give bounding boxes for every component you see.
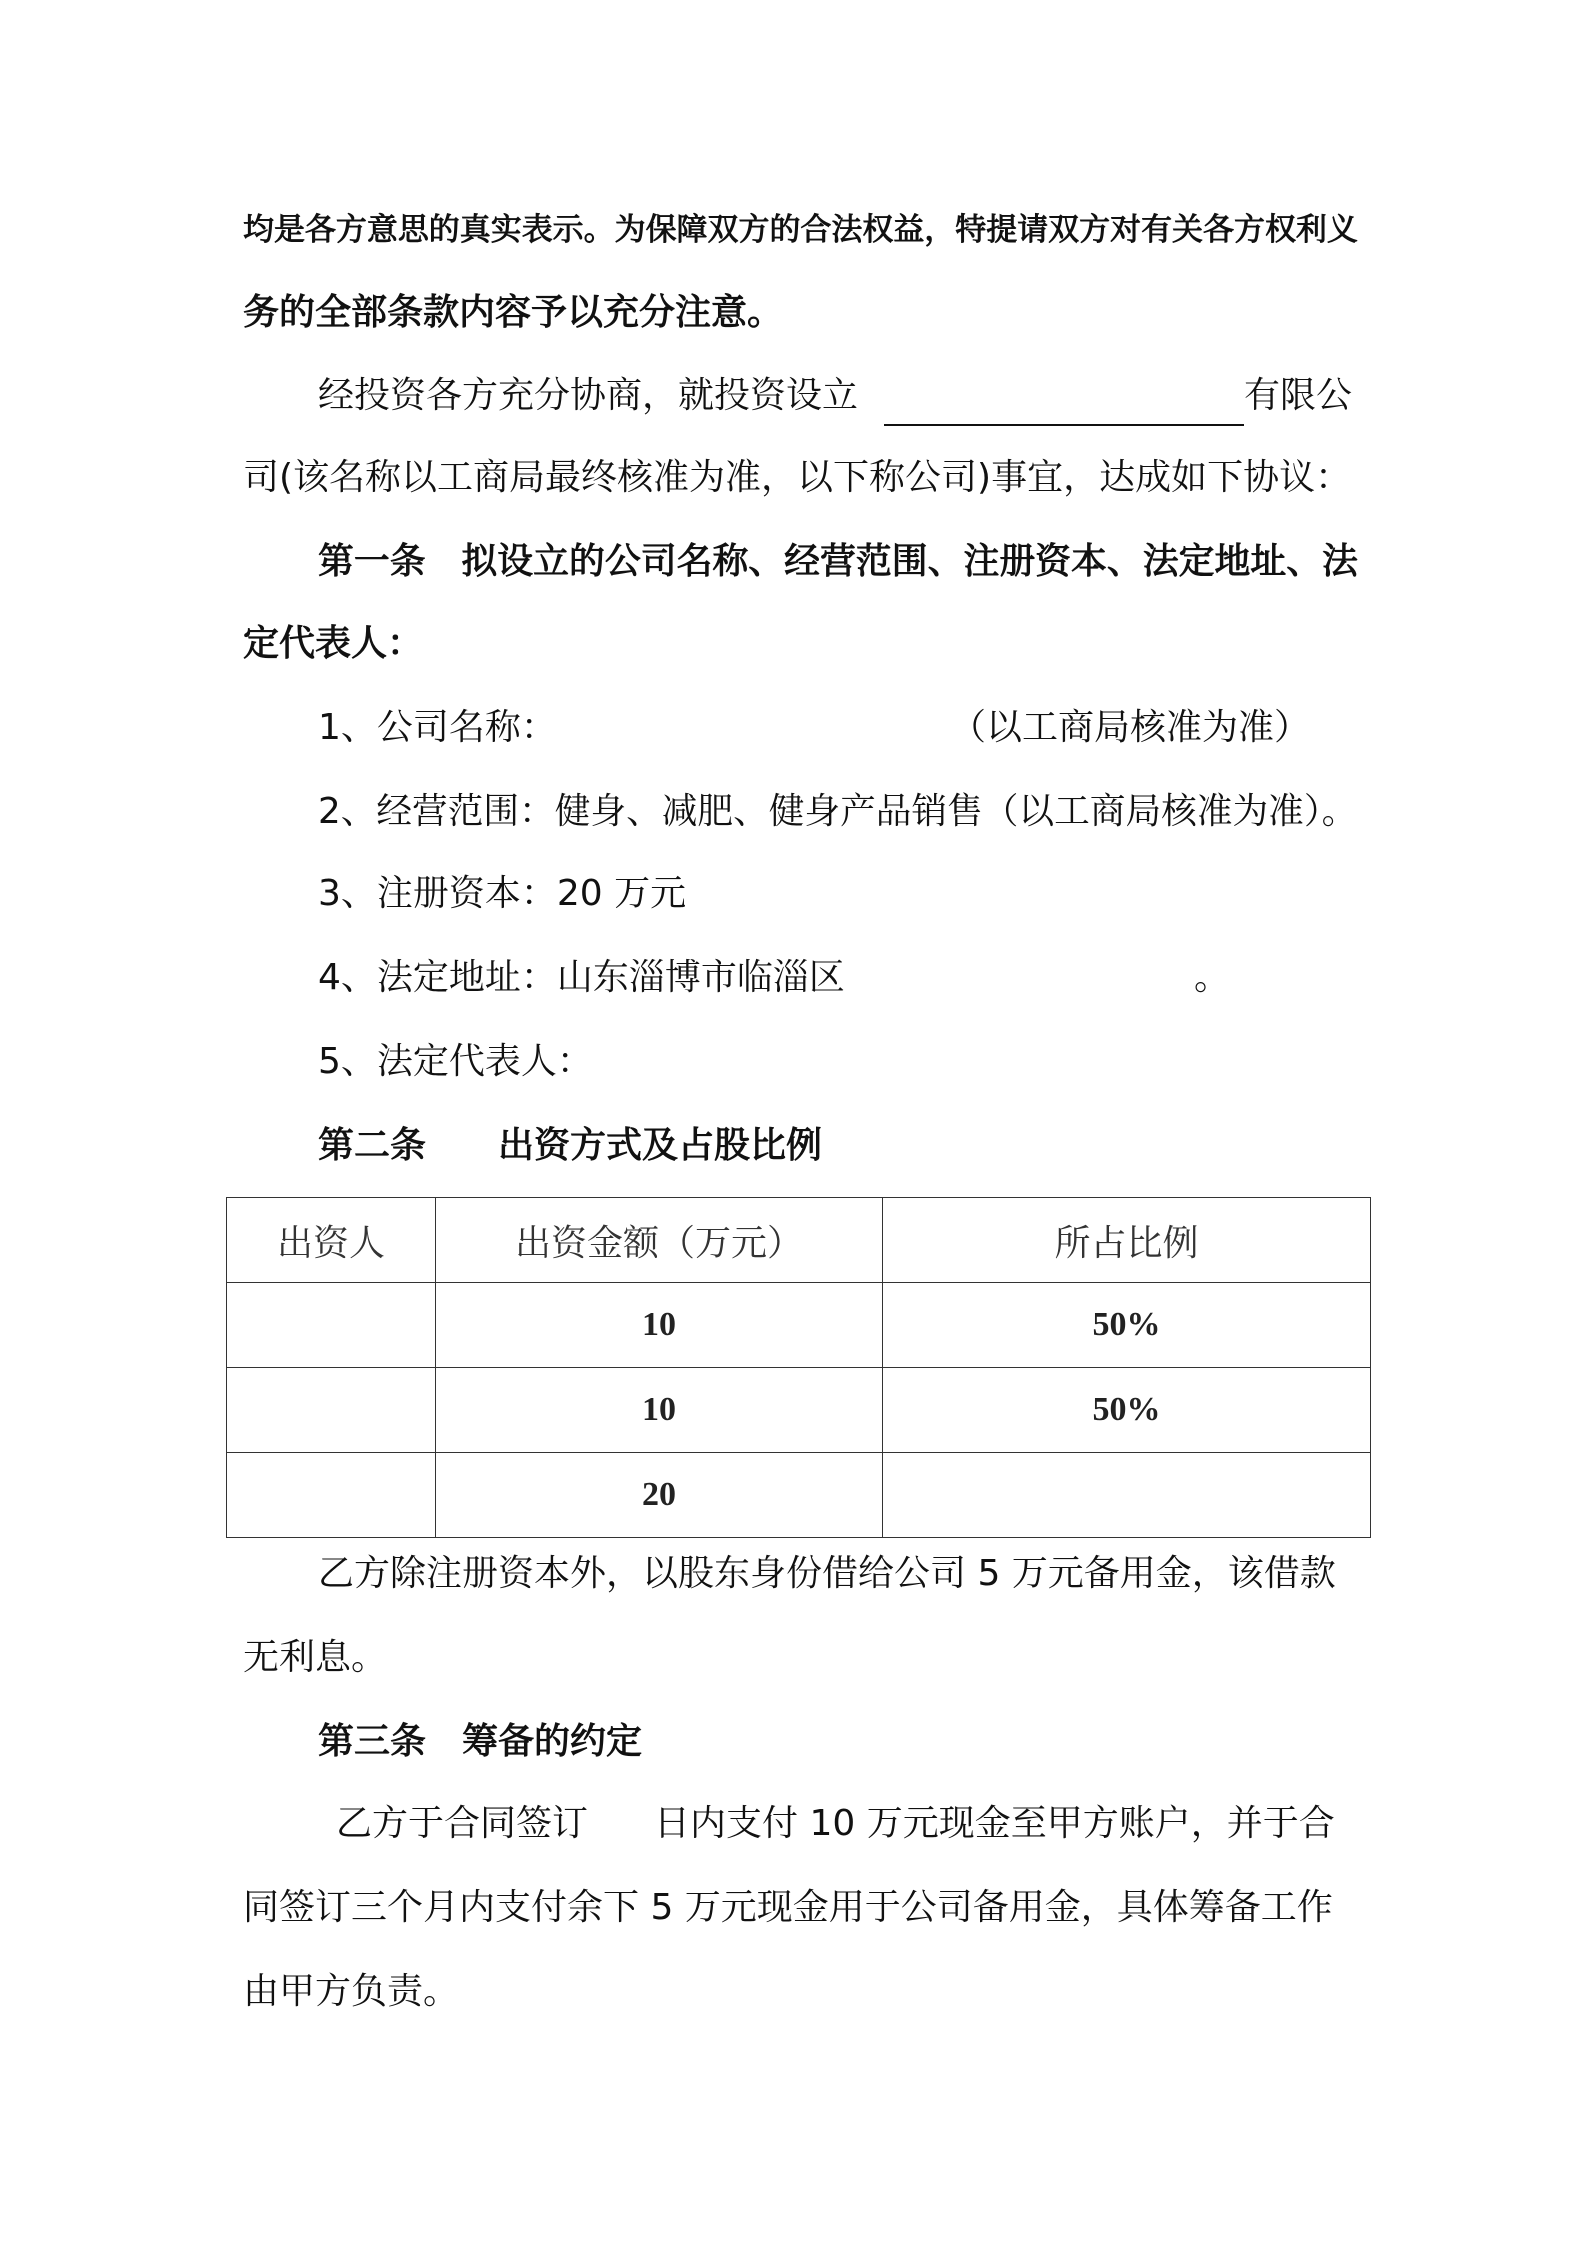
article3-title: 第三条 筹备的约定	[318, 1721, 643, 1762]
article1-item4-end: 。	[1194, 957, 1231, 998]
cell-investor	[227, 1368, 436, 1453]
consult-line-1-b: 有限公	[1244, 375, 1353, 416]
intro-line-2: 务的全部条款内容予以充分注意。	[243, 292, 784, 333]
consult-line-1-a: 经投资各方充分协商，就投资设立	[318, 375, 859, 416]
header-amount: 出资金额（万元）	[436, 1198, 883, 1283]
cell-amount: 20	[436, 1453, 883, 1538]
article2-note-line-2: 无利息。	[243, 1637, 388, 1678]
company-name-blank	[884, 424, 1244, 426]
cell-investor	[227, 1283, 436, 1368]
header-investor: 出资人	[227, 1198, 436, 1283]
cell-amount: 10	[436, 1283, 883, 1368]
table-header-row	[227, 1198, 1371, 1283]
article3-line-1-b: 日内支付 10 万元现金至甲方账户，并于合	[654, 1803, 1335, 1844]
article1-item2: 2、经营范围：健身、减肥、健身产品销售（以工商局核准为准）。	[318, 791, 1358, 832]
article3-line-2: 同签订三个月内支付余下 5 万元现金用于公司备用金，具体筹备工作	[243, 1887, 1333, 1928]
cell-investor	[227, 1453, 436, 1538]
table-row	[227, 1283, 1371, 1368]
article2-title: 第二条 出资方式及占股比例	[318, 1125, 823, 1166]
consult-line-2: 司(该名称以工商局最终核准为准，以下称公司)事宜，达成如下协议：	[243, 457, 1352, 498]
table-row	[227, 1368, 1371, 1453]
cell-ratio: 50%	[883, 1283, 1371, 1368]
cell-ratio: 50%	[883, 1368, 1371, 1453]
intro-line-1: 均是各方意思的真实表示。为保障双方的合法权益，特提请双方对有关各方权利义	[243, 212, 1358, 248]
article1-title-line-1: 第一条 拟设立的公司名称、经营范围、注册资本、法定地址、法	[318, 541, 1358, 582]
investment-table	[226, 1197, 1371, 1538]
cell-amount: 10	[436, 1368, 883, 1453]
article1-item3: 3、注册资本：20 万元	[318, 873, 687, 914]
article3-line-3: 由甲方负责。	[243, 1971, 460, 2012]
article1-item1-label: 1、公司名称：	[318, 707, 557, 748]
article1-item1-note: （以工商局核准为准）	[950, 707, 1311, 748]
article2-note-line-1: 乙方除注册资本外，以股东身份借给公司 5 万元备用金，该借款	[318, 1553, 1336, 1594]
header-ratio: 所占比例	[883, 1198, 1371, 1283]
article1-title-line-2: 定代表人：	[243, 623, 424, 664]
article1-item4-label: 4、法定地址：山东淄博市临淄区	[318, 957, 845, 998]
article3-line-1-a: 乙方于合同签订	[336, 1803, 589, 1844]
cell-ratio	[883, 1453, 1371, 1538]
table-row	[227, 1453, 1371, 1538]
article1-item5: 5、法定代表人：	[318, 1041, 593, 1082]
